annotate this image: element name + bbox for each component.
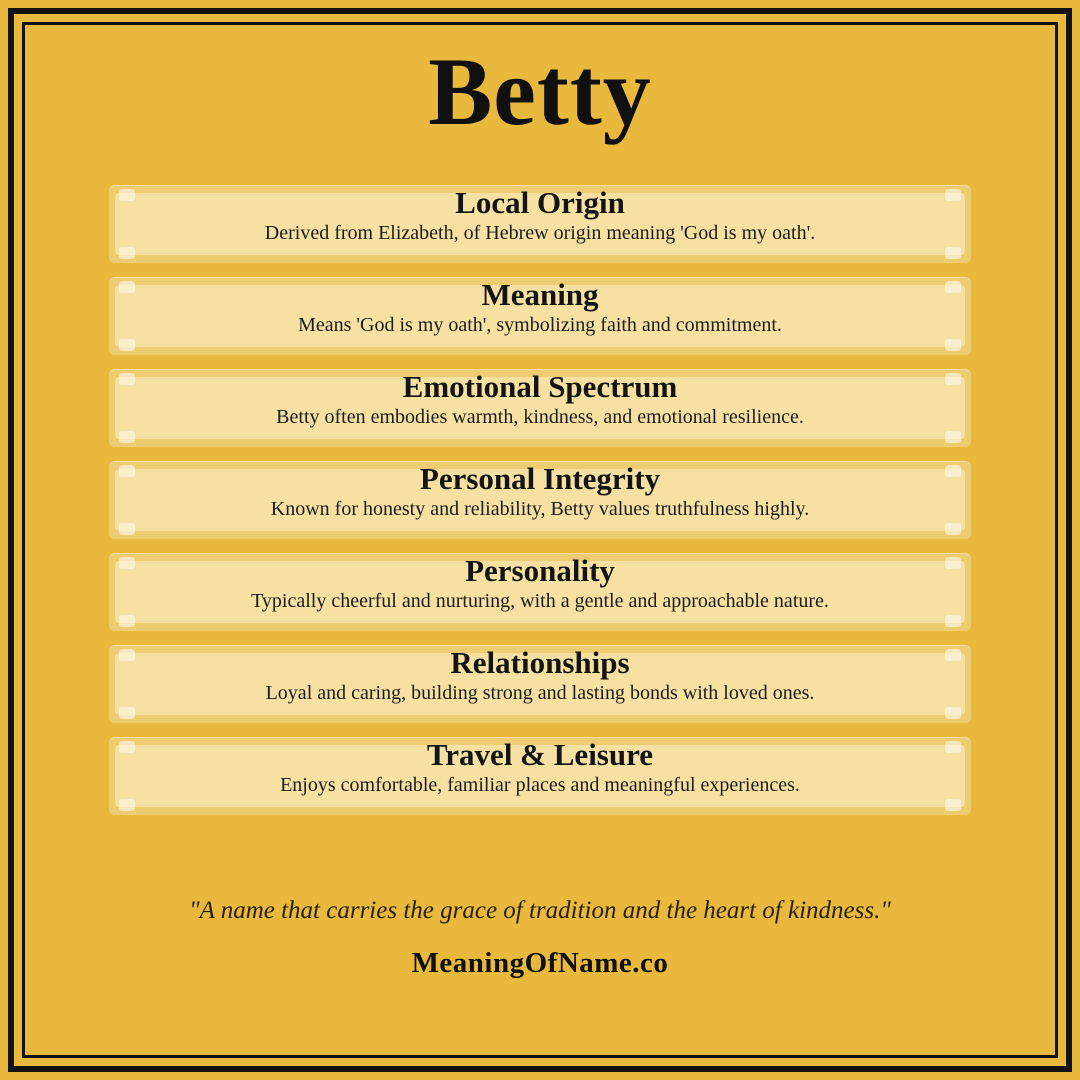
section-heading: Meaning <box>481 276 599 312</box>
page-title: Betty <box>428 38 652 145</box>
section-description: Loyal and caring, building strong and lasting bonds with loved ones. <box>265 681 815 704</box>
brand-name: MeaningOfName.co <box>411 946 669 979</box>
section-description: Means 'God is my oath', symbolizing faith and commitment. <box>298 313 782 336</box>
section-heading: Local Origin <box>455 184 625 220</box>
section-heading: Emotional Spectrum <box>402 368 678 404</box>
section-description: Typically cheerful and nurturing, with a gentle and approachable nature. <box>251 589 829 612</box>
section-description: Betty often embodies warmth, kindness, and emotional resilience. <box>276 405 804 428</box>
section-text <box>109 277 971 355</box>
section-relationships <box>109 645 971 723</box>
tagline-quote: "A name that carries the grace of tradition and the heart of kindness." <box>189 896 891 924</box>
section-personal-integrity <box>109 461 971 539</box>
sections-list <box>109 185 971 829</box>
section-local-origin <box>109 185 971 263</box>
section-text <box>109 645 971 723</box>
section-text <box>109 369 971 447</box>
section-text <box>109 185 971 263</box>
card-content <box>40 34 1040 1046</box>
section-heading: Travel & Leisure <box>426 736 654 772</box>
section-text <box>109 553 971 631</box>
section-description: Derived from Elizabeth, of Hebrew origin meaning 'God is my oath'. <box>264 221 816 244</box>
section-emotional-spectrum <box>109 369 971 447</box>
section-text <box>109 737 971 815</box>
section-text <box>109 461 971 539</box>
section-description: Known for honesty and reliability, Betty values truthfulness highly. <box>270 497 810 520</box>
section-heading: Personal Integrity <box>419 460 661 496</box>
section-meaning <box>109 277 971 355</box>
section-personality <box>109 553 971 631</box>
section-heading: Relationships <box>450 644 630 680</box>
section-travel-and-leisure <box>109 737 971 815</box>
section-heading: Personality <box>465 552 615 588</box>
section-description: Enjoys comfortable, familiar places and meaningful experiences. <box>280 773 800 796</box>
